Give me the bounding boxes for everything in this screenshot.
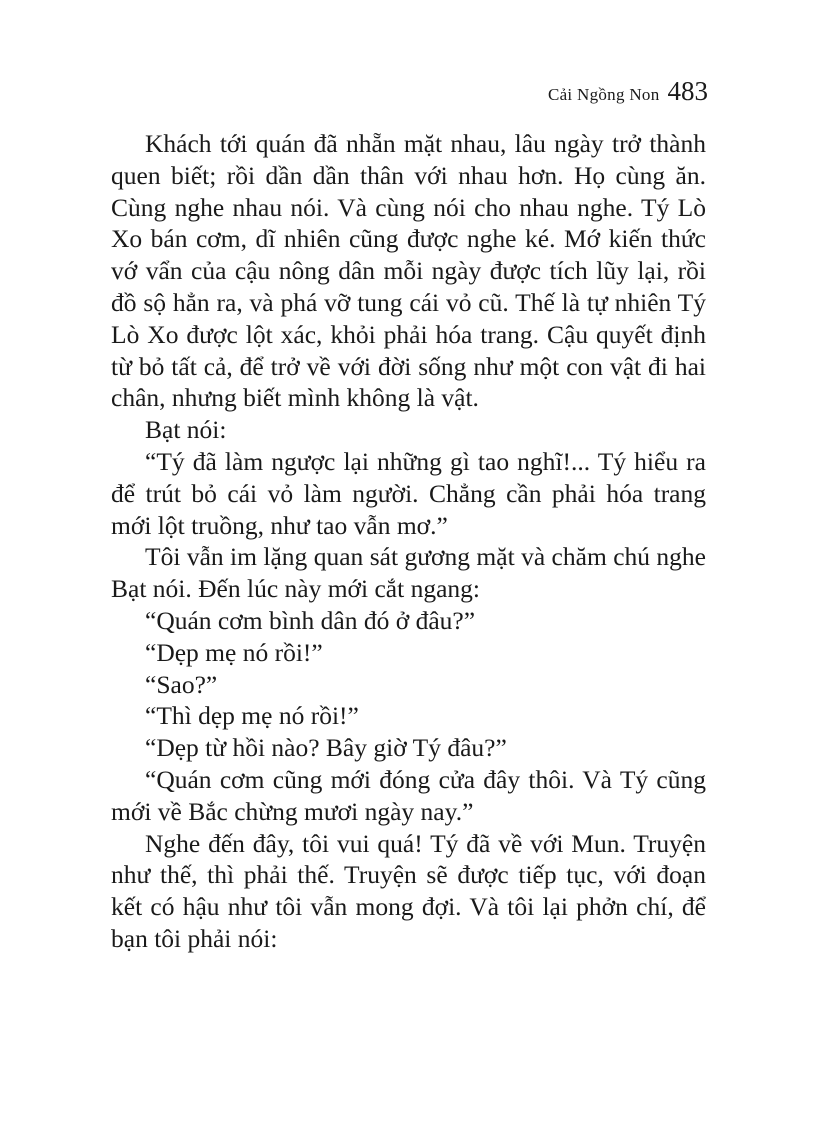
paragraph: “Dẹp mẹ nó rồi!” [145,637,323,667]
running-title: Cải Ngồng Non [547,85,660,104]
paragraph: “Quán cơm cũng mới đóng cửa đây thôi. Và Tý cũng mới về Bắc chừng mươi ngày nay.” [111,764,706,826]
paragraph: “Quán cơm bình dân đó ở đâu?” [145,605,476,635]
paragraph: “Thì dẹp mẹ nó rồi!” [145,701,359,731]
paragraph: Tôi vẫn im lặng quan sát gương mặt và chăm chú nghe Bạt nói. Đến lúc này mới cắt ngang: [111,542,706,604]
paragraph: Khách tới quán đã nhẵn mặt nhau, lâu ngày trở thành quen biết; rồi dần dần thân với nhau hơn. Họ cùng ăn. Cùng nghe nhau nói. Và cùng nói cho nhau nghe. Tý Lò Xo bán cơm, dĩ nhiên cũng được nghe ké. Mớ kiến thức vớ vẩn của cậu nông dân mỗi ngày được tích lũy lại, rồi đồ sộ hẳn ra, và phá vỡ tung cái vỏ cũ. Thế là tự nhiên Tý Lò Xo được lột xác, khỏi phải hóa trang. Cậu quyết định từ bỏ tất cả, để trở về với đời sống như một con vật đi hai chân, nhưng biết mình không là vật. [111,129,706,413]
page-number: 483 [667,76,708,106]
paragraph: “Dẹp từ hồi nào? Bây giờ Tý đâu?” [145,733,507,763]
paragraph: Bạt nói: [145,415,227,445]
body-text [111,128,706,955]
page-header [548,76,708,107]
paragraph: “Sao?” [145,669,218,699]
paragraph: “Tý đã làm ngược lại những gì tao nghĩ!... Tý hiểu ra để trút bỏ cái vỏ làm người. Chẳng cần phải hóa trang mới lột truồng, như tao vẫn mơ.” [111,446,706,540]
paragraph: Nghe đến đây, tôi vui quá! Tý đã về với Mun. Truyện như thế, thì phải thế. Truyện sẽ được tiếp tục, với đoạn kết có hậu như tôi vẫn mong đợi. Và tôi lại phởn chí, để bạn tôi phải nói: [111,828,706,953]
